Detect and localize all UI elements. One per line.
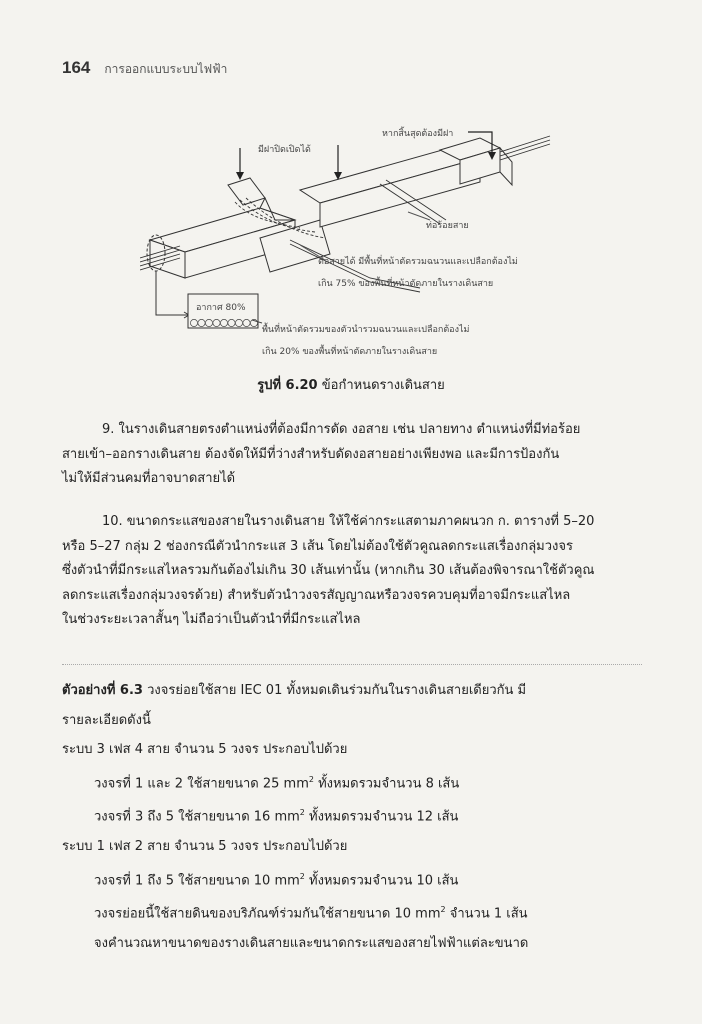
label-splice-2: เกิน 75% ของพื้นที่หน้าตัดภายในรางเดินสาย <box>318 279 494 289</box>
label-area-1: พื้นที่หน้าตัดรวมของตัวนำรวมฉนวนและเปลือกต้องไม่ <box>262 325 470 335</box>
para9-line-1: 9. ในรางเดินสายตรงตำแหน่งที่ต้องมีการดัด งอสาย เช่น ปลายทาง ตำแหน่งที่มีท่อร้อย <box>102 422 581 437</box>
paragraph-10 <box>62 510 642 633</box>
para10-line-1: 10. ขนาดกระแสของสายในรางเดินสาย ให้ใช้ค่ากระแสตามภาคผนวก ก. ตารางที่ 5–20 <box>102 514 595 529</box>
label-air: อากาศ 80% <box>196 303 246 313</box>
label-conduit: ท่อร้อยสาย <box>426 221 469 231</box>
example-circuit-1-5: วงจรที่ 1 ถึง 5 ใช้สายขนาด 10 $mm^2$ ทั้งหมดรวมจำนวน 10 เส้น <box>94 871 459 888</box>
example-ground-wire: วงจรย่อยนี้ใช้สายดินของบริภัณฑ์ร่วมกันใช้สายขนาด 10 $mm^2$ จำนวน 1 เส้น <box>94 905 528 922</box>
example-system-1-phase: ระบบ 1 เฟส 2 สาย จำนวน 5 วงจร ประกอบไปด้วย <box>62 839 348 855</box>
section-divider <box>62 664 642 665</box>
paragraph-9 <box>62 418 642 492</box>
caption-number: รูปที่ 6.20 <box>257 378 318 393</box>
example-line-2: รายละเอียดดังนี้ <box>62 712 151 728</box>
example-circuit-3-5: วงจรที่ 3 ถึง 5 ใช้สายขนาด 16 $mm^2$ ทั้งหมดรวมจำนวน 12 เส้น <box>94 808 459 825</box>
example-label: ตัวอย่างที่ 6.3 <box>62 683 143 698</box>
label-end-cap: หากสิ้นสุดต้องมีฝา <box>382 129 454 139</box>
wireway-figure <box>140 120 580 370</box>
label-area-2: เกิน 20% ของพื้นที่หน้าตัดภายในรางเดินสาย <box>262 347 438 357</box>
page-number: 164 <box>62 58 91 77</box>
para10-line-2: หรือ 5–27 กลุ่ม 2 ช่องกรณีตัวนำกระแส 3 เส้น โดยไม่ต้องใช้ตัวคูณลดกระแสเรื่องกลุ่มวงจร <box>62 538 573 554</box>
para10-line-5: ในช่วงระยะเวลาสั้นๆ ไม่ถือว่าเป็นตัวนำที่มีกระแสไหล <box>62 612 361 627</box>
caption-text: ข้อกำหนดรางเดินสาย <box>321 378 445 393</box>
para10-line-3: ซึ่งตัวนำที่มีกระแสไหลรวมกันต้องไม่เกิน 30 เส้นเท่านั้น (หากเกิน 30 เส้นต้องพิจารณาใช้ตัวคูณ <box>62 563 595 578</box>
example-6-3 <box>62 676 642 959</box>
example-circuit-1-2: วงจรที่ 1 และ 2 ใช้สายขนาด 25 $mm^2$ ทั้งหมดรวมจำนวน 8 เส้น <box>94 774 460 791</box>
label-splice-1: ต่อสายได้ มีพื้นที่หน้าตัดรวมฉนวนและเปลือกต้องไม่ <box>318 257 518 267</box>
label-cover: มีฝาปิดเปิดได้ <box>258 145 311 155</box>
figure-caption <box>0 374 702 395</box>
page-header <box>62 58 227 79</box>
para10-line-4: ลดกระแสเรื่องกลุ่มวงจรด้วย) สำหรับตัวนำวงจรสัญญาณหรือวงจรควบคุมที่อาจมีกระแสไหล <box>62 587 571 603</box>
example-system-3-phase: ระบบ 3 เฟส 4 สาย จำนวน 5 วงจร ประกอบไปด้วย <box>62 742 348 757</box>
para9-line-2: สายเข้า–ออกรางเดินสาย ต้องจัดให้มีที่ว่างสำหรับดัดงอสายอย่างเพียงพอ และมีการป้องกัน <box>62 446 560 462</box>
example-line-1 <box>62 676 642 706</box>
book-title: การออกแบบระบบไฟฟ้า <box>104 62 228 76</box>
example-intro: วงจรย่อยใช้สาย IEC 01 ทั้งหมดเดินร่วมกันในรางเดินสายเดียวกัน มี <box>147 683 527 698</box>
example-task: จงคำนวณหาขนาดของรางเดินสายและขนาดกระแสของสายไฟฟ้าแต่ละขนาด <box>94 936 529 952</box>
para9-line-3: ไม่ให้มีส่วนคมที่อาจบาดสายได้ <box>62 471 236 486</box>
